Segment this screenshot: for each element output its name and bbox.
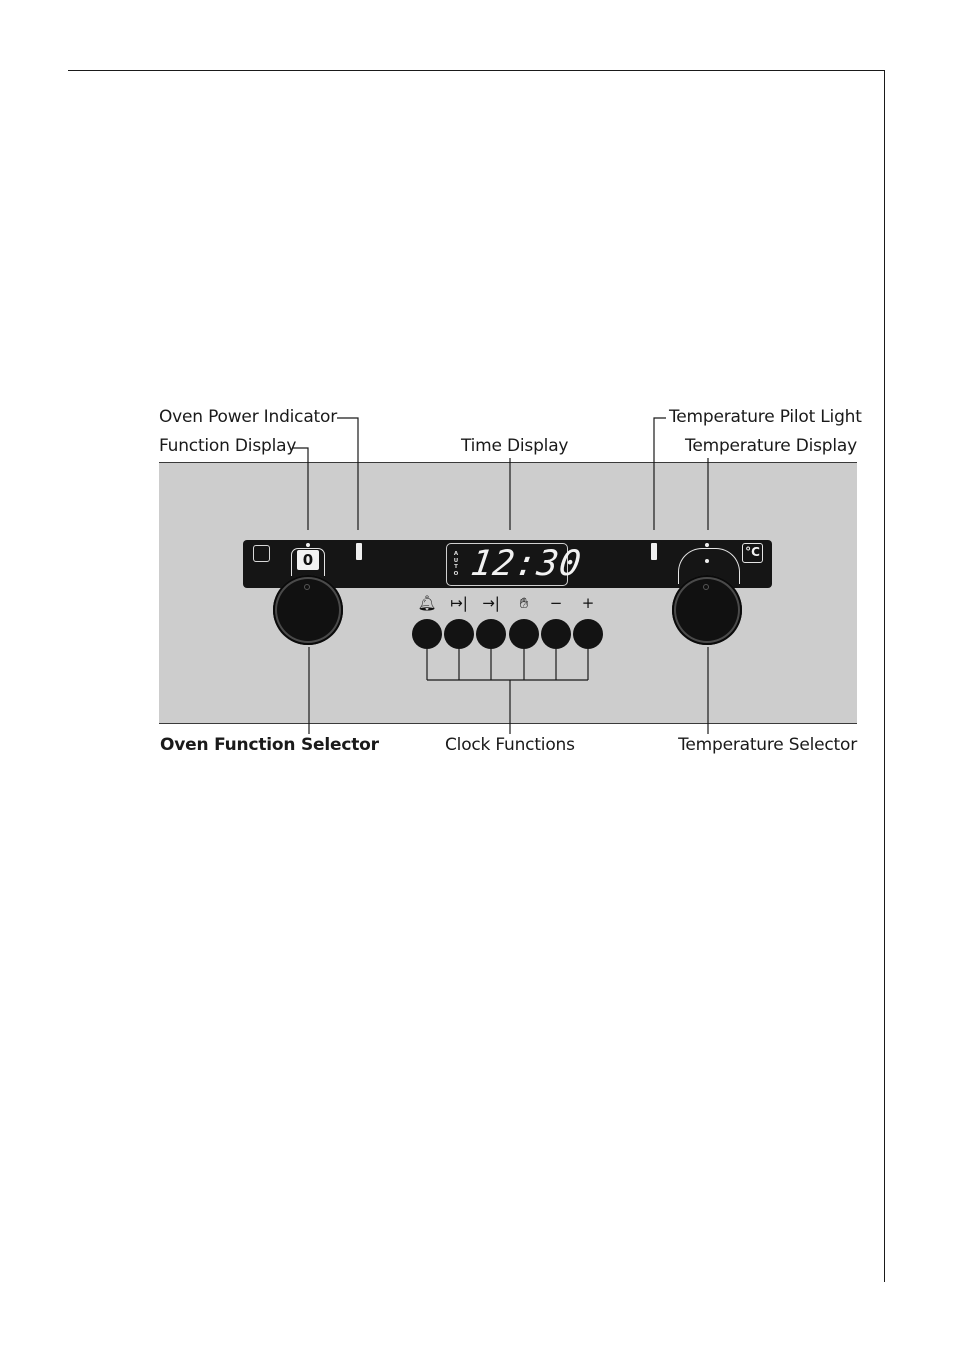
end-time-icon: →| <box>482 594 500 612</box>
hand-icon: ✋︎ <box>519 594 529 612</box>
celsius-icon: °C <box>742 543 763 563</box>
label-function-display: Function Display <box>159 436 297 456</box>
label-oven-function-selector: Oven Function Selector <box>160 735 379 755</box>
function-display: 0 <box>297 550 319 570</box>
time-display: 12:30 <box>468 544 585 584</box>
auto-indicator: A U T O <box>453 551 459 577</box>
plus-icon: + <box>581 594 595 612</box>
label-clock-functions: Clock Functions <box>445 735 575 755</box>
duration-icon: ↦| <box>450 594 468 612</box>
label-time-display: Time Display <box>461 436 569 456</box>
bell-icon: 🔔︎ <box>417 594 437 612</box>
label-temperature-selector: Temperature Selector <box>678 735 857 755</box>
label-temperature-pilot-light: Temperature Pilot Light <box>669 407 862 427</box>
label-temperature-display: Temperature Display <box>685 436 857 456</box>
minus-icon: − <box>549 594 563 612</box>
label-oven-power-indicator: Oven Power Indicator <box>159 407 338 427</box>
